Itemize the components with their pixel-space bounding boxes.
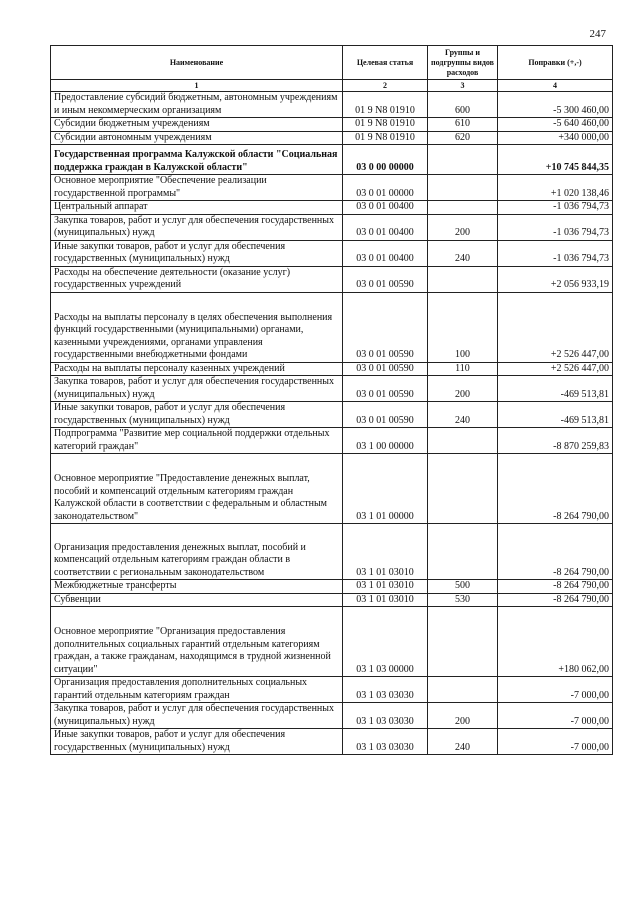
table-row <box>51 118 613 132</box>
row-target-article: 03 0 01 00400 <box>343 214 428 240</box>
header-name: Наименование <box>51 46 343 80</box>
table-row <box>51 145 613 175</box>
row-expense-group: 240 <box>428 402 498 428</box>
table-row <box>51 201 613 215</box>
table-row <box>51 175 613 201</box>
row-amendment: -8 870 259,83 <box>498 428 613 454</box>
table-row <box>51 677 613 703</box>
row-expense-group: 500 <box>428 580 498 594</box>
table-row <box>51 266 613 292</box>
row-target-article: 03 1 01 03010 <box>343 580 428 594</box>
row-name: Расходы на выплаты персоналу казенных учреждений <box>51 362 343 376</box>
table-row <box>51 292 613 362</box>
header-amendments: Поправки (+,-) <box>498 46 613 80</box>
row-target-article: 01 9 N8 01910 <box>343 92 428 118</box>
row-expense-group: 200 <box>428 703 498 729</box>
row-name: Субсидии автономным учреждениям <box>51 131 343 145</box>
row-amendment: -8 264 790,00 <box>498 580 613 594</box>
row-expense-group <box>428 266 498 292</box>
row-name: Расходы на выплаты персоналу в целях обеспечения выполнения функций государственными (муниципальными) органами, казенными учреждениями, органами управления государственными внебюджетными фондами <box>51 292 343 362</box>
table-row <box>51 402 613 428</box>
row-target-article: 03 0 01 00590 <box>343 292 428 362</box>
column-number: 3 <box>428 80 498 92</box>
column-number: 4 <box>498 80 613 92</box>
row-name: Закупка товаров, работ и услуг для обеспечения государственных (муниципальных) нужд <box>51 703 343 729</box>
row-name: Основное мероприятие "Предоставление денежных выплат, пособий и компенсаций отдельным категориям граждан Калужской области в соответствии с федеральным и областным законодательством" <box>51 454 343 524</box>
row-target-article: 03 1 00 00000 <box>343 428 428 454</box>
row-expense-group <box>428 428 498 454</box>
row-amendment: -469 513,81 <box>498 402 613 428</box>
row-expense-group: 200 <box>428 376 498 402</box>
row-name: Расходы на обеспечение деятельности (оказание услуг) государственных учреждений <box>51 266 343 292</box>
row-name: Основное мероприятие "Организация предоставления дополнительных социальных гарантий отдельным категориям граждан, а также гражданам, находящимся в трудной жизненной ситуации" <box>51 607 343 677</box>
table-row <box>51 593 613 607</box>
row-amendment: -469 513,81 <box>498 376 613 402</box>
row-name: Иные закупки товаров, работ и услуг для обеспечения государственных (муниципальных) нужд <box>51 240 343 266</box>
table-row <box>51 580 613 594</box>
row-expense-group <box>428 524 498 580</box>
table-row <box>51 607 613 677</box>
row-target-article: 01 9 N8 01910 <box>343 131 428 145</box>
table-row <box>51 362 613 376</box>
row-expense-group <box>428 454 498 524</box>
row-amendment: +2 526 447,00 <box>498 362 613 376</box>
row-name: Субсидии бюджетным учреждениям <box>51 118 343 132</box>
row-target-article: 03 1 01 00000 <box>343 454 428 524</box>
row-target-article: 03 0 01 00400 <box>343 201 428 215</box>
row-amendment: -7 000,00 <box>498 729 613 755</box>
row-target-article: 03 0 01 00590 <box>343 376 428 402</box>
row-amendment: +2 056 933,19 <box>498 266 613 292</box>
column-number-row <box>51 80 613 92</box>
table-row <box>51 131 613 145</box>
row-name: Организация предоставления дополнительных социальных гарантий отдельным категориям граждан <box>51 677 343 703</box>
row-name: Закупка товаров, работ и услуг для обеспечения государственных (муниципальных) нужд <box>51 214 343 240</box>
row-amendment: -8 264 790,00 <box>498 454 613 524</box>
row-expense-group: 600 <box>428 92 498 118</box>
table-row <box>51 729 613 755</box>
row-amendment: -7 000,00 <box>498 703 613 729</box>
row-expense-group: 240 <box>428 240 498 266</box>
row-target-article: 03 1 03 03030 <box>343 703 428 729</box>
row-expense-group <box>428 677 498 703</box>
row-name: Закупка товаров, работ и услуг для обеспечения государственных (муниципальных) нужд <box>51 376 343 402</box>
row-expense-group: 530 <box>428 593 498 607</box>
header-row <box>51 46 613 80</box>
table-row <box>51 92 613 118</box>
page-number: 247 <box>589 28 606 40</box>
table-row <box>51 376 613 402</box>
row-amendment: -5 640 460,00 <box>498 118 613 132</box>
row-target-article: 03 1 03 03030 <box>343 729 428 755</box>
row-target-article: 03 1 01 03010 <box>343 593 428 607</box>
row-name: Организация предоставления денежных выплат, пособий и компенсаций отдельным категориям граждан области в соответствии с региональным законодательством <box>51 524 343 580</box>
budget-table <box>50 45 613 755</box>
row-expense-group: 610 <box>428 118 498 132</box>
row-amendment: -5 300 460,00 <box>498 92 613 118</box>
header-target-article: Целевая статья <box>343 46 428 80</box>
row-target-article: 03 0 01 00590 <box>343 402 428 428</box>
row-amendment: +10 745 844,35 <box>498 145 613 175</box>
row-amendment: +180 062,00 <box>498 607 613 677</box>
row-name: Предоставление субсидий бюджетным, автономным учреждениям и иным некоммерческим организациям <box>51 92 343 118</box>
table-row <box>51 524 613 580</box>
row-amendment: -8 264 790,00 <box>498 593 613 607</box>
column-number: 2 <box>343 80 428 92</box>
table-row <box>51 703 613 729</box>
table-row <box>51 240 613 266</box>
row-amendment: +340 000,00 <box>498 131 613 145</box>
row-name: Центральный аппарат <box>51 201 343 215</box>
row-expense-group: 100 <box>428 292 498 362</box>
row-name: Субвенции <box>51 593 343 607</box>
table-row <box>51 454 613 524</box>
row-amendment: +1 020 138,46 <box>498 175 613 201</box>
row-expense-group: 620 <box>428 131 498 145</box>
row-expense-group <box>428 145 498 175</box>
row-target-article: 01 9 N8 01910 <box>343 118 428 132</box>
row-expense-group: 240 <box>428 729 498 755</box>
row-name: Основное мероприятие "Обеспечение реализации государственной программы" <box>51 175 343 201</box>
budget-table-body <box>51 92 613 755</box>
row-name: Иные закупки товаров, работ и услуг для обеспечения государственных (муниципальных) нужд <box>51 729 343 755</box>
row-expense-group: 200 <box>428 214 498 240</box>
row-target-article: 03 0 01 00000 <box>343 175 428 201</box>
row-name: Государственная программа Калужской области "Социальная поддержка граждан в Калужской области" <box>51 145 343 175</box>
row-name: Иные закупки товаров, работ и услуг для обеспечения государственных (муниципальных) нужд <box>51 402 343 428</box>
row-name: Межбюджетные трансферты <box>51 580 343 594</box>
column-number: 1 <box>51 80 343 92</box>
row-target-article: 03 0 00 00000 <box>343 145 428 175</box>
row-expense-group: 110 <box>428 362 498 376</box>
table-row <box>51 428 613 454</box>
row-amendment: -1 036 794,73 <box>498 240 613 266</box>
row-target-article: 03 1 03 00000 <box>343 607 428 677</box>
row-expense-group <box>428 175 498 201</box>
row-target-article: 03 1 03 03030 <box>343 677 428 703</box>
row-target-article: 03 1 01 03010 <box>343 524 428 580</box>
row-name: Подпрограмма "Развитие мер социальной поддержки отдельных категорий граждан" <box>51 428 343 454</box>
row-expense-group <box>428 201 498 215</box>
header-expense-groups: Группы и подгруппы видов расходов <box>428 46 498 80</box>
row-amendment: -7 000,00 <box>498 677 613 703</box>
row-amendment: -8 264 790,00 <box>498 524 613 580</box>
row-amendment: -1 036 794,73 <box>498 214 613 240</box>
row-target-article: 03 0 01 00590 <box>343 362 428 376</box>
row-target-article: 03 0 01 00400 <box>343 240 428 266</box>
row-expense-group <box>428 607 498 677</box>
row-target-article: 03 0 01 00590 <box>343 266 428 292</box>
row-amendment: +2 526 447,00 <box>498 292 613 362</box>
table-row <box>51 214 613 240</box>
row-amendment: -1 036 794,73 <box>498 201 613 215</box>
